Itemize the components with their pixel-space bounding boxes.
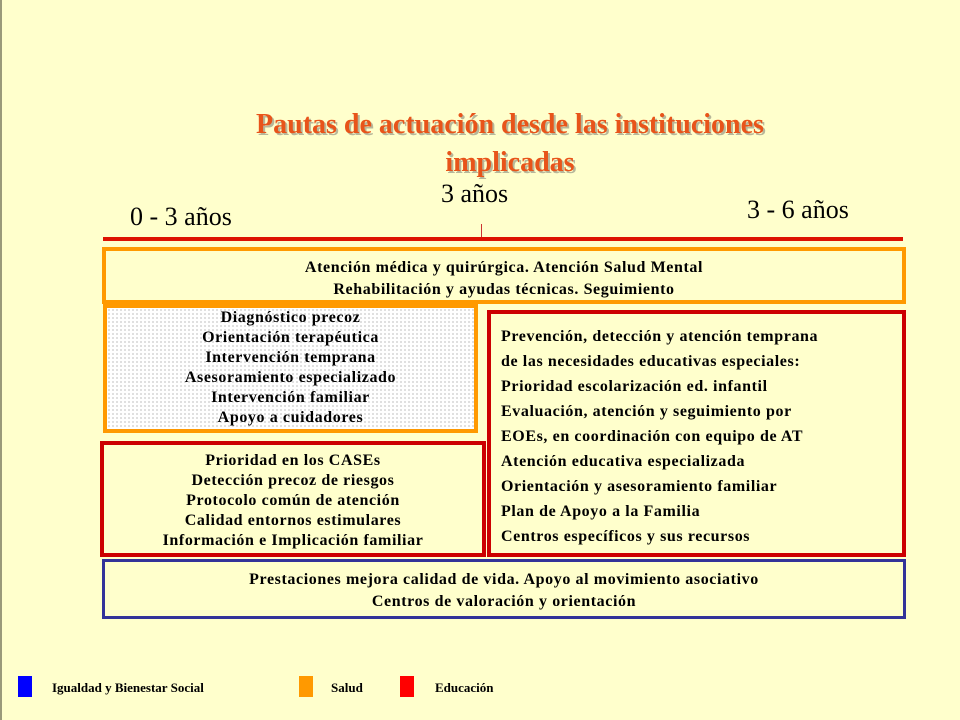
box-line: Prioridad escolarización ed. infantil: [501, 378, 768, 395]
box-atencion-medica: [102, 247, 906, 304]
timeline-tick: [481, 224, 482, 238]
box-prestaciones: [102, 559, 906, 619]
box-line: Calidad entornos estimulares: [184, 512, 402, 529]
legend-label: Educación: [435, 680, 494, 695]
legend-swatch-blue: [18, 676, 32, 697]
box-line: Prevención, detección y atención temprana: [501, 328, 819, 345]
slide-border: [0, 0, 2, 720]
box-line: Evaluación, atención y seguimiento por: [501, 403, 792, 420]
title-line-2: implicadas: [445, 147, 575, 178]
box-line: Prioridad en los CASEs: [205, 452, 381, 469]
box-line: Protocolo común de atención: [186, 492, 400, 509]
page-title: [150, 106, 870, 182]
box-line: Asesoramiento especializado: [184, 369, 397, 386]
legend-label: Salud: [331, 680, 363, 695]
age-label-3-6: 3 - 6 años: [747, 195, 849, 224]
legend-swatch-red: [400, 676, 414, 697]
box-salud-temprana: [103, 304, 478, 433]
age-label-3: 3 años: [441, 179, 509, 208]
box-line: Intervención temprana: [205, 349, 376, 366]
legend-swatch-orange: [299, 676, 313, 697]
box-line: Intervención familiar: [211, 389, 370, 406]
box-line: Diagnóstico precoz: [220, 309, 361, 326]
legend-label: Igualdad y Bienestar Social: [52, 680, 204, 695]
box-line: Prestaciones mejora calidad de vida. Apoyo al movimiento asociativo: [249, 571, 759, 588]
box-line: Apoyo a cuidadores: [217, 409, 364, 426]
title-line-1: Pautas de actuación desde las instituciones: [256, 109, 764, 140]
box-line: Orientación y asesoramiento familiar: [501, 478, 778, 495]
box-line: Centros específicos y sus recursos: [501, 528, 751, 545]
box-line: Atención educativa especializada: [501, 453, 746, 470]
box-line: Rehabilitación y ayudas técnicas. Seguimiento: [333, 281, 675, 298]
box-line: Plan de Apoyo a la Familia: [501, 503, 701, 520]
box-educacion: [487, 310, 906, 557]
age-label-0-3: 0 - 3 años: [130, 202, 232, 231]
box-line: Atención médica y quirúrgica. Atención Salud Mental: [304, 259, 704, 276]
box-line: Detección precoz de riesgos: [191, 472, 395, 489]
timeline-bar: [103, 237, 903, 241]
box-line: Centros de valoración y orientación: [371, 593, 637, 610]
box-line: Orientación terapéutica: [202, 329, 379, 346]
box-line: EOEs, en coordinación con equipo de AT: [501, 428, 804, 445]
box-cases: [100, 441, 486, 557]
box-line: Información e Implicación familiar: [162, 532, 424, 549]
box-line: de las necesidades educativas especiales:: [501, 353, 801, 370]
